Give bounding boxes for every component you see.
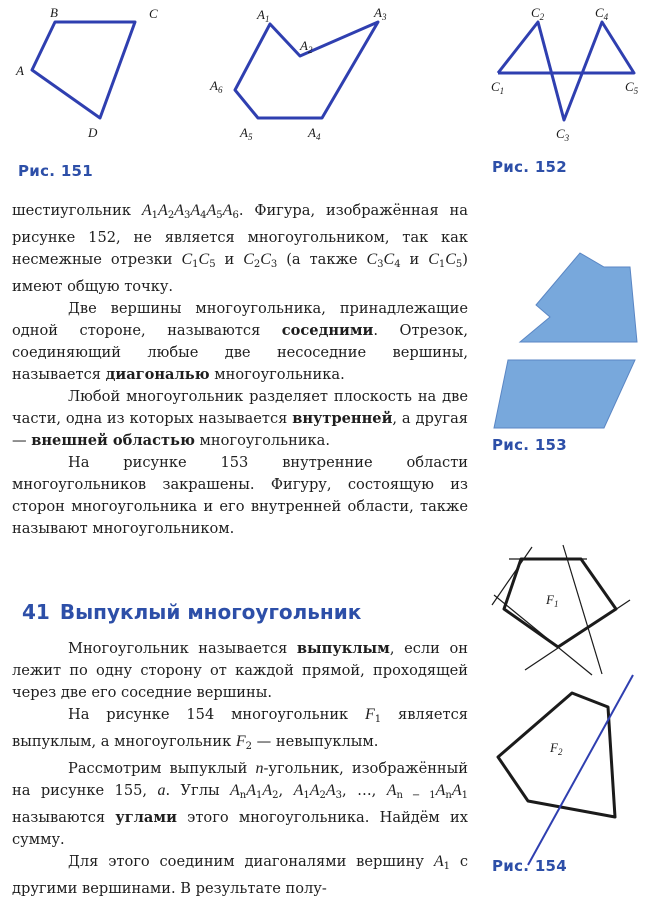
svg-text:A2: $A_2$ [300, 38, 313, 55]
body-text-upper [12, 200, 468, 540]
label-D: D [88, 125, 98, 140]
svg-text:A1: $A_1$ [257, 7, 270, 24]
paragraph-convex-definition: Многоугольник называется выпуклым, если он лежит по одну сторону от каждой прямой, проходящей через две его соседние вершины. [12, 640, 468, 701]
paragraph-hexagon-definition: шестиугольник $A_1A_2A_3A_4A_5A_6$. Фигура, изображённая на рисунке 152, не является многоугольником, так как несмежные отрезки $C_1C_5$ и $C_2C_3$ (а также $C_3C_4$ и $C_1C_5$) имеют общую точку. [12, 202, 468, 295]
figure-151-quadrilateral [0, 0, 200, 150]
figure-154-convex-nonconvex [480, 545, 650, 875]
paragraph-figure-154: На рисунке 154 многоугольник $F_1$ является выпуклым, а многоугольник $F_2$ — невыпуклым. [12, 706, 468, 752]
paragraph-filled-regions: На рисунке 153 внутренние области многоугольников закрашены. Фигуру, состоящую из сторон многоугольника и его внутренней области, также называют многоугольником. [12, 454, 468, 537]
figure-151-caption: Рис. 151 [18, 162, 94, 180]
svg-text:A3: $A_3$ [374, 5, 387, 22]
svg-text:C [149, 6, 158, 21]
svg-text:D [87, 125, 98, 140]
figure-154-caption: Рис. 154 [492, 857, 568, 875]
paragraph-neighbors-diagonal: Две вершины многоугольника, принадлежащие одной стороне, называются соседними. Отрезок, соединяющий любые две несоседние вершины, называется диагональю многоугольника. [12, 300, 468, 383]
figure-153-caption: Рис. 153 [492, 436, 568, 454]
figure-152-caption: Рис. 152 [492, 158, 568, 176]
figure-153-filled-polygons [480, 245, 650, 430]
paragraph-diagonals: Для этого соединим диагоналями вершину $A_1$ с другими вершинами. В результате полу- [12, 853, 469, 897]
svg-text:C5: $C_5$ [625, 79, 639, 96]
label-C: C [149, 6, 158, 21]
svg-text:F2: $F_2$ [550, 740, 563, 757]
paragraph-regions: Любой многоугольник разделяет плоскость на две части, одна из которых называется внутренней, а другая — внешней областью многоугольника. [12, 388, 468, 449]
svg-text:C4: $C_4$ [595, 5, 609, 22]
svg-text:A [15, 63, 24, 78]
section-title: Выпуклый многоугольник [59, 600, 362, 624]
svg-text:B [50, 5, 58, 20]
section-heading [22, 600, 361, 624]
svg-text:C3: $C_3$ [556, 126, 570, 143]
paragraph-angles: Рассмотрим выпуклый n-угольник, изображённый на рисунке 155, а. Углы $A_nA_1A_2$, $A_1A_2A_3$, …, $A_{n - 1}A_nA_1$ называются углами этого многоугольника. Найдём их сумму. [12, 760, 469, 848]
body-text-lower [12, 638, 468, 900]
svg-text:F1: $F_1$ [546, 592, 559, 609]
svg-text:A5: $A_5$ [240, 125, 253, 142]
svg-text:A4: $A_4$ [308, 125, 321, 142]
figure-151-hexagon [200, 0, 410, 150]
section-number: 41 [22, 600, 50, 624]
label-A: A [16, 63, 24, 78]
svg-text:C1: $C_1$ [491, 79, 505, 96]
svg-text:A6: $A_6$ [210, 78, 223, 95]
svg-text:C2: $C_2$ [531, 5, 545, 22]
label-B: B [50, 5, 58, 20]
figure-152-self-intersecting [480, 0, 650, 150]
